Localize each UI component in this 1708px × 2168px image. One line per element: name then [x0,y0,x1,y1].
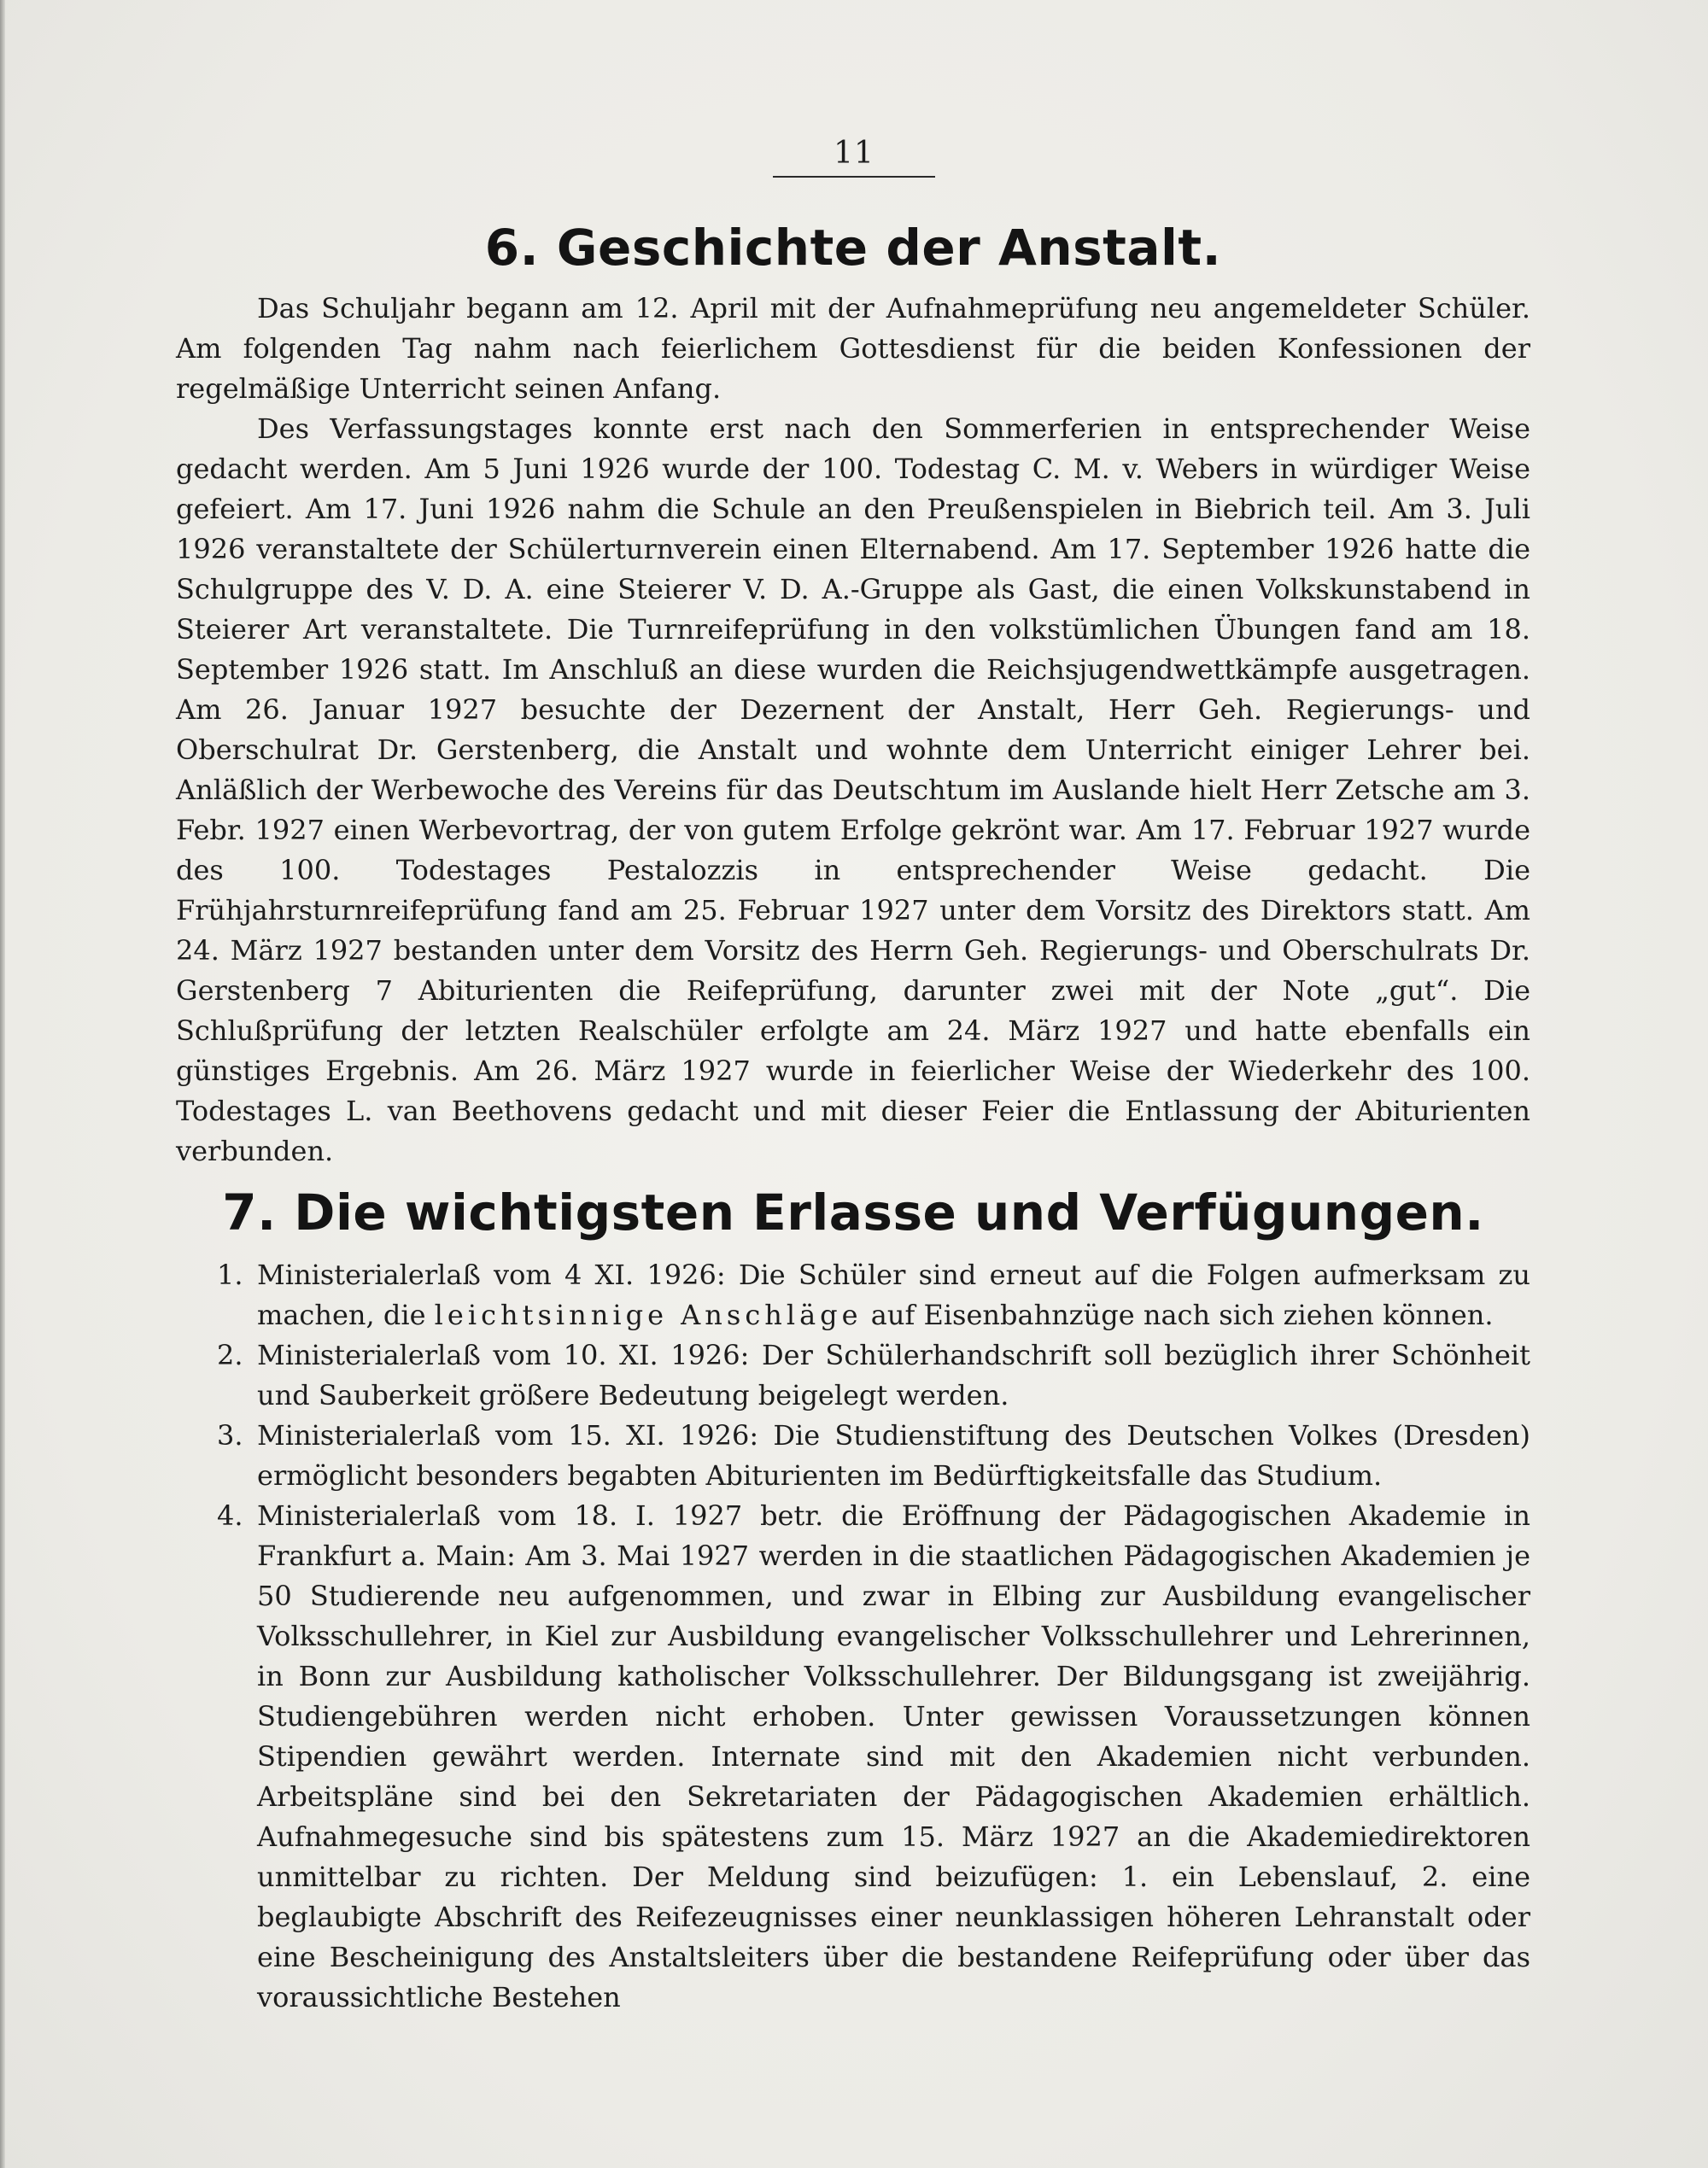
decree-item-text: Ministerialerlaß vom 15. XI. 1926: Die Studienstiftung des Deutschen Volkes (Dresden) ermöglicht besonders begabten Abiturienten im Bedürftigkeitsfalle das Studium. [257,1419,1530,1492]
section-6-paragraph-1: Das Schuljahr begann am 12. April mit der Aufnahmeprüfung neu angemeldeter Schüler. Am folgenden Tag nahm nach feierlichem Gottesdienst für die beiden Konfessionen der regelmäßige Unterricht seinen Anfang. [176,292,1530,405]
section-6-heading: 6. Geschichte der Anstalt. [484,219,1222,277]
section-7-heading: 7. Die wichtigsten Erlasse und Verfügungen. [222,1183,1484,1242]
decree-item-3 [176,1416,1530,1496]
page-edge-shadow [0,0,5,2168]
decree-item-4 [176,1496,1530,2018]
decree-item-number: 4. [217,1499,243,1532]
decree-item-2 [176,1335,1530,1416]
section-6-body [176,289,1530,1172]
decree-item-1 [176,1255,1530,1335]
decree-item-text: Ministerialerlaß vom 10. XI. 1926: Der Schülerhandschrift soll bezüglich ihrer Schönheit und Sauberkeit größere Bedeutung beigelegt werden. [257,1339,1530,1411]
page-number: 11 [834,136,874,171]
decree-item-text-b: auf Eisenbahnzüge nach sich ziehen können. [870,1299,1494,1331]
section-6-paragraph-2: Des Verfassungstages konnte erst nach den Sommerferien in entsprechender Weise gedacht werden. Am 5 Juni 1926 wurde der 100. Todestag C. M. v. Webers in würdiger Weise gefeiert. Am 17. Juni 1926 nahm die Schule an den Preußenspielen in Biebrich teil. Am 3. Juli 1926 veranstaltete der Schülerturnverein einen Elternabend. Am 17. September 1926 hatte die Schulgruppe des V. D. A. eine Steierer V. D. A.-Gruppe als Gast, die einen Volkskunstabend in Steierer Art veranstaltete. Die Turnreifeprüfung in den volkstümlichen Übungen fand am 18. September 1926 statt. Im Anschluß an diese wurden die Reichsjugendwettkämpfe ausgetragen. Am 26. Januar 1927 besuchte der Dezernent der Anstalt, Herr Geh. Regierungs- und Oberschulrat Dr. Gerstenberg, die Anstalt und wohnte dem Unterricht einiger Lehrer bei. Anläßlich der Werbewoche des Vereins für das Deutschtum im Auslande hielt Herr Zetsche am 3. Febr. 1927 einen Werbevortrag, der von gutem Erfolge gekrönt war. Am 17. Februar 1927 wurde des 100. Todestages Pestalozzis in entsprechender Weise gedacht. Die Frühjahrsturnreifeprüfung fand am 25. Februar 1927 unter dem Vorsitz des Direktors statt. Am 24. März 1927 bestanden unter dem Vorsitz des Herrn Geh. Regierungs- und Oberschulrats Dr. Gerstenberg 7 Abiturienten die Reifeprüfung, darunter zwei mit der Note „gut“. Die Schlußprüfung der letzten Realschüler erfolgte am 24. März 1927 und hatte ebenfalls ein günstiges Ergebnis. Am 26. März 1927 wurde in feierlicher Weise der Wiederkehr des 100. Todestages L. van Beethovens gedacht und mit dieser Feier die Entlassung der Abiturienten verbunden. [176,412,1530,1167]
decree-item-number: 1. [217,1259,243,1291]
decree-item-text: Ministerialerlaß vom 18. I. 1927 betr. die Eröffnung der Pädagogischen Akademie in Frankfurt a. Main: Am 3. Mai 1927 werden in die staatlichen Pädagogischen Akademien je 50 Studierende neu aufgenommen, und zwar in Elbing zur Ausbildung evangelischer Volksschullehrer, in Kiel zur Ausbildung evangelischer Volksschullehrer und Lehrerinnen, in Bonn zur Ausbildung katholischer Volksschullehrer. Der Bildungsgang ist zweijährig. Studiengebühren werden nicht erhoben. Unter gewissen Voraussetzungen können Stipendien gewährt werden. Internate sind mit den Akademien nicht verbunden. Arbeitspläne sind bei den Sekretariaten der Pädagogischen Akademien erhältlich. Aufnahmegesuche sind bis spätestens zum 15. März 1927 an die Akademiedirektoren unmittelbar zu richten. Der Meldung sind beizufügen: 1. ein Lebenslauf, 2. eine beglaubigte Abschrift des Reifezeugnisses einer neunklassigen höheren Lehranstalt oder eine Bescheinigung des Anstaltsleiters über die bestandene Reifeprüfung oder über das voraussichtliche Bestehen [257,1499,1530,2013]
decree-item-number: 2. [217,1339,243,1371]
decree-item-text-a: Ministerialerlaß vom 4 XI. 1926: Die Schüler sind erneut auf die Folgen aufmerksam zu machen, die [257,1259,1530,1331]
decree-list [176,1255,1530,2018]
decree-item-number: 3. [217,1419,243,1452]
page-number-rule [773,176,935,178]
decree-item-emphasis: leichtsinnige Anschläge [434,1299,863,1331]
